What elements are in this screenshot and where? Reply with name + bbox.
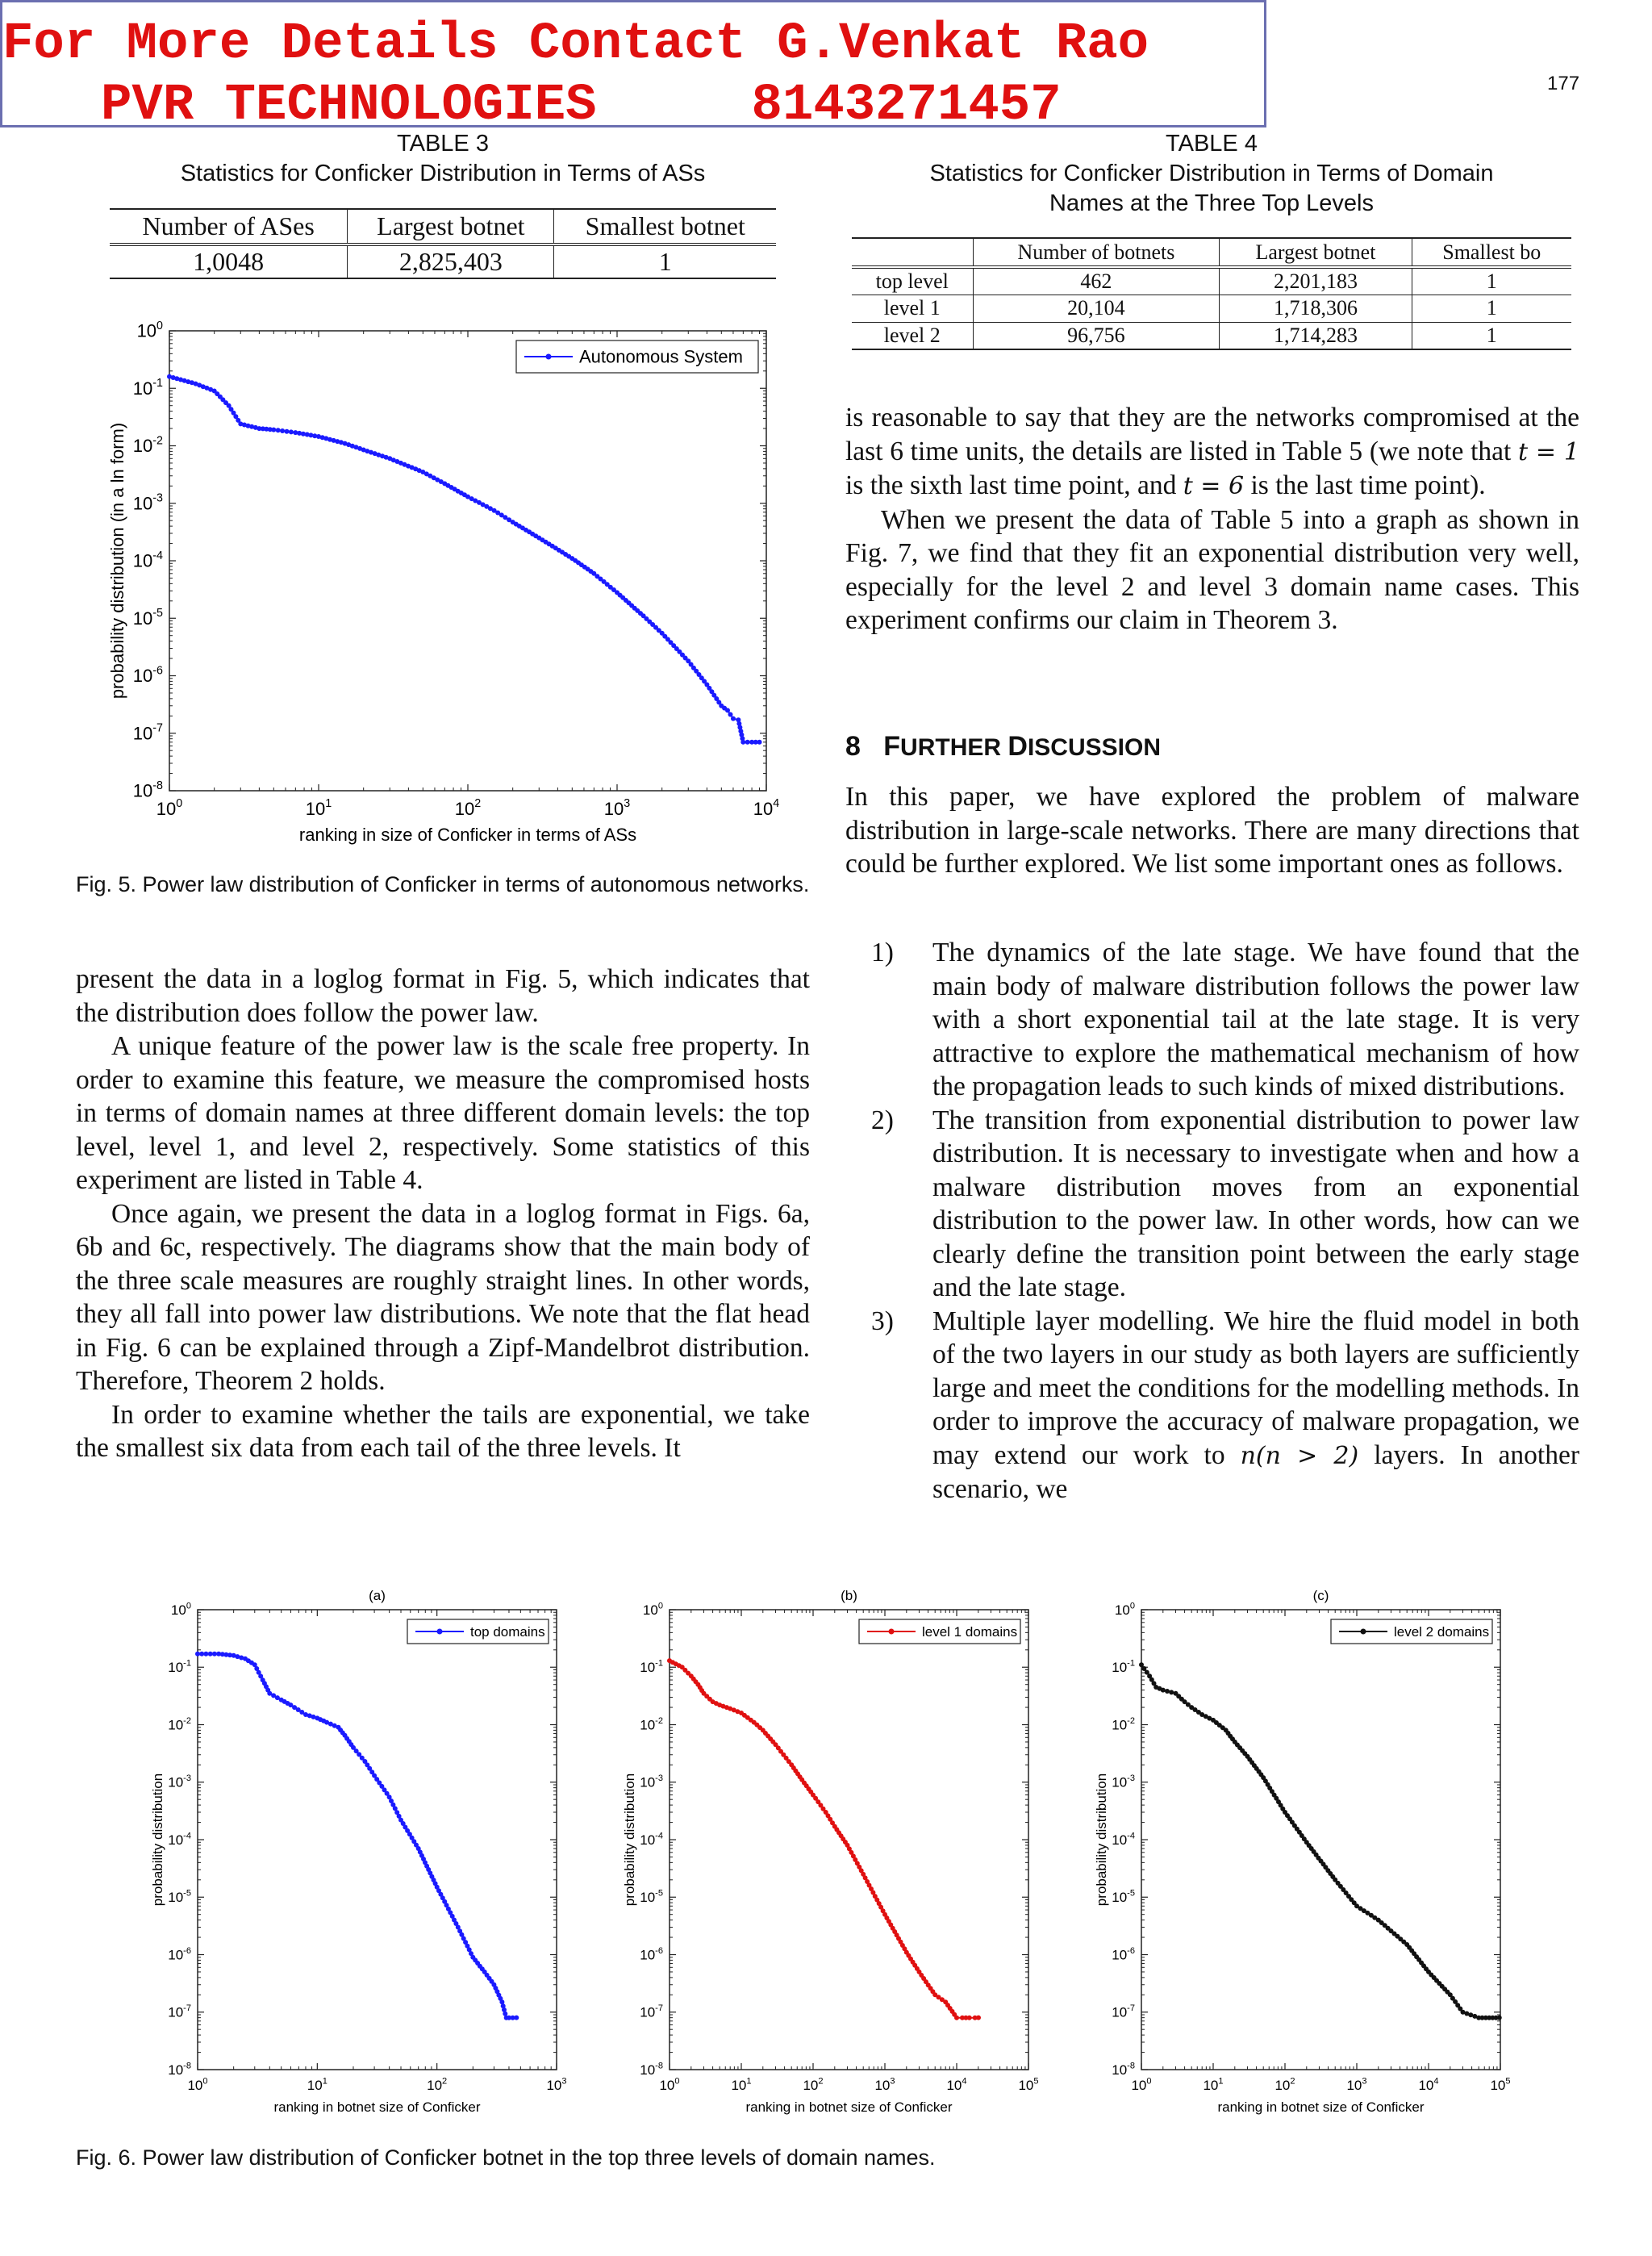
x-tick-label: $10^3$: [874, 2076, 895, 2093]
data-point: [514, 2016, 519, 2020]
table3: [110, 208, 776, 279]
table4-header: [852, 238, 973, 267]
x-axis-label: ranking in botnet size of Conficker: [273, 2099, 481, 2115]
x-tick-label: $10^5$: [1018, 2076, 1039, 2093]
y-tick-label: $10^{-3}$: [132, 491, 163, 514]
chart-title: (b): [841, 1588, 857, 1603]
x-axis-label: ranking in botnet size of Conficker: [745, 2099, 953, 2115]
legend-label: level 2 domains: [1394, 1623, 1490, 1640]
tick-exponent: -7: [655, 2003, 663, 2014]
data-point: [271, 428, 276, 432]
banner-line-2: PVR TECHNOLOGIES 8143271457: [101, 77, 1062, 135]
x-tick-label: $10^2$: [1274, 2076, 1295, 2093]
tick-exponent: 2: [474, 797, 482, 811]
data-point: [728, 712, 733, 717]
tick-exponent: -4: [183, 1831, 191, 1841]
y-tick-label: $10^{-1}$: [1112, 1658, 1135, 1676]
table-cell: 2,201,183: [1220, 267, 1412, 295]
table-cell: 1: [1412, 322, 1571, 349]
tick-exponent: 1: [1218, 2076, 1224, 2087]
fig5-chart: [105, 307, 799, 863]
y-axis-label: probability distribution: [149, 1773, 165, 1907]
table4-label: TABLE 4: [1166, 131, 1258, 157]
y-axis-label: probability distribution: [1093, 1773, 1109, 1907]
table4-title-line1: Statistics for Conficker Distribution in Terms of Domain: [929, 161, 1494, 186]
x-tick-label: $10^0$: [659, 2076, 680, 2093]
tick-exponent: -6: [152, 664, 163, 678]
x-axis-label: ranking in botnet size of Conficker: [1217, 2099, 1425, 2115]
tick-exponent: 3: [624, 797, 631, 811]
tick-exponent: 1: [325, 797, 332, 811]
y-tick-label: $10^0$: [170, 1601, 191, 1618]
tick-exponent: -7: [1127, 2003, 1135, 2014]
list-number: 1): [871, 938, 894, 967]
data-point: [289, 429, 294, 434]
paragraph: Once again, we present the data in a loglog format in Figs. 6a, 6b and 6c, respectively. The diagrams show that the main body of the three scale measures are roughly straight lines. In other words, they all fall into power law distributions. We note that the flat head in Fig. 6 can be explained through a Zipf-Mandelbrot distribution. Therefore, Theorem 2 holds.: [76, 1198, 810, 1396]
tick-exponent: -7: [152, 721, 163, 735]
tick-exponent: -1: [152, 377, 163, 391]
data-point: [280, 428, 285, 433]
y-tick-label: $10^{-3}$: [1112, 1773, 1135, 1790]
x-tick-label: $10^3$: [1346, 2076, 1367, 2093]
paragraph: [845, 401, 1579, 503]
y-tick-label: $10^{-6}$: [640, 1945, 663, 1963]
table4-title-line2: Names at the Three Top Levels: [1049, 190, 1374, 216]
tick-exponent: 0: [1146, 2076, 1152, 2087]
list-item: [845, 1104, 1579, 1305]
table-row: [852, 295, 1571, 322]
table4-header: Smallest bo: [1412, 238, 1571, 267]
x-tick-label: $10^0$: [156, 797, 183, 819]
legend-marker: [546, 354, 552, 360]
x-tick-label: $10^4$: [946, 2076, 967, 2093]
tick-exponent: -1: [1127, 1658, 1135, 1669]
table-cell: 2,825,403: [348, 244, 554, 278]
y-tick-label: $10^{-7}$: [132, 721, 163, 744]
x-tick-label: $10^1$: [307, 2076, 327, 2093]
data-point: [976, 2016, 981, 2020]
y-tick-label: $10^{-7}$: [168, 2003, 191, 2020]
tick-exponent: -6: [655, 1945, 663, 1956]
data-point: [208, 1652, 213, 1656]
table3-header-row: [110, 209, 776, 244]
y-tick-label: $10^{-7}$: [640, 2003, 663, 2020]
contact-banner: [0, 0, 1266, 135]
legend-marker: [1361, 1629, 1366, 1635]
y-tick-label: $10^{-5}$: [640, 1888, 663, 1906]
math-expression: t = 6: [1183, 472, 1245, 500]
legend-label: Autonomous System: [579, 346, 743, 367]
tick-exponent: -3: [655, 1773, 663, 1784]
tick-exponent: -3: [1127, 1773, 1135, 1784]
text-span: is reasonable to say that they are the networks compromised at the last 6 time units, the details are listed in Table 5 (we note that: [845, 403, 1579, 466]
y-tick-label: $10^{-8}$: [640, 2061, 663, 2078]
table-cell: 1: [554, 244, 776, 278]
banner-line-1: For More Details Contact G.Venkat Rao: [2, 15, 1149, 73]
table-cell: 1,718,306: [1220, 295, 1412, 322]
y-tick-label: $10^{-2}$: [168, 1715, 191, 1733]
legend-marker: [889, 1629, 895, 1635]
tick-exponent: -4: [1127, 1831, 1135, 1841]
data-point: [212, 1652, 217, 1656]
tick-exponent: 4: [962, 2076, 967, 2087]
tick-exponent: -8: [183, 2061, 191, 2071]
table-cell: 1,714,283: [1220, 322, 1412, 349]
y-tick-label: $10^{-8}$: [1112, 2061, 1135, 2078]
tick-exponent: -2: [1127, 1715, 1135, 1726]
y-tick-label: $10^0$: [136, 319, 163, 341]
y-tick-label: $10^{-4}$: [640, 1831, 663, 1848]
tick-exponent: 0: [1129, 1601, 1135, 1611]
table-cell: level 1: [852, 295, 973, 322]
table3-header: Smallest botnet: [554, 209, 776, 244]
table-cell: 462: [973, 267, 1220, 295]
table4-header-row: [852, 238, 1571, 267]
paragraph: present the data in a loglog format in Fig. 5, which indicates that the distribution does follow the power law.: [76, 964, 810, 1028]
table-cell: 96,756: [973, 322, 1220, 349]
section-title-part: URTHER: [900, 734, 1008, 761]
x-tick-label: $10^1$: [731, 2076, 752, 2093]
plot-frame: [1141, 1610, 1500, 2070]
tick-exponent: 0: [186, 1601, 191, 1611]
chart-title: (c): [1312, 1588, 1329, 1603]
tick-exponent: 1: [322, 2076, 327, 2087]
data-point: [276, 428, 281, 432]
data-point: [195, 1652, 200, 1656]
y-tick-label: $10^{-5}$: [1112, 1888, 1135, 1906]
legend-marker: [437, 1629, 443, 1635]
tick-exponent: -5: [183, 1888, 191, 1899]
data-point: [1161, 1688, 1166, 1693]
list-number: 3): [871, 1306, 894, 1336]
list-item: [845, 1305, 1579, 1506]
paragraph: A unique feature of the power law is the scale free property. In order to examine this feature, we measure the compromised hosts in terms of domain names at three different domain levels: the top level, level 1, and level 2, respectively. Some statistics of this experiment are listed in Table 4.: [76, 1031, 810, 1195]
table-row: [852, 267, 1571, 295]
section-heading: [845, 731, 1161, 762]
data-point: [285, 429, 290, 434]
math-expression: t = 1: [1518, 437, 1579, 466]
x-tick-label: $10^2$: [427, 2076, 448, 2093]
tick-exponent: -5: [1127, 1888, 1135, 1899]
y-tick-label: $10^{-1}$: [132, 377, 163, 399]
left-column-text: [76, 963, 810, 1465]
discussion-list: [845, 936, 1579, 1506]
data-point: [725, 708, 730, 712]
x-tick-label: $10^2$: [803, 2076, 824, 2093]
data-point: [740, 740, 745, 745]
y-tick-label: $10^{-3}$: [168, 1773, 191, 1790]
y-tick-label: $10^{-2}$: [1112, 1715, 1135, 1733]
table3-label: TABLE 3: [397, 131, 489, 157]
x-tick-label: $10^1$: [305, 797, 332, 819]
tick-exponent: 0: [156, 319, 163, 332]
y-tick-label: $10^{-5}$: [168, 1888, 191, 1906]
tick-exponent: -4: [152, 549, 163, 562]
tick-exponent: -5: [655, 1888, 663, 1899]
y-tick-label: $10^{-4}$: [1112, 1831, 1135, 1848]
tick-exponent: 5: [1033, 2076, 1039, 2087]
table-cell: 1: [1412, 267, 1571, 295]
x-tick-label: $10^4$: [1418, 2076, 1439, 2093]
paragraph: In order to examine whether the tails are exponential, we take the smallest six data from each tail of the three levels. It: [76, 1399, 810, 1463]
y-axis-label: probability distribution: [621, 1773, 637, 1907]
table4-header: Largest botnet: [1220, 238, 1412, 267]
table4-header: Number of botnets: [973, 238, 1220, 267]
x-tick-label: $10^0$: [187, 2076, 208, 2093]
table-cell: top level: [852, 267, 973, 295]
x-tick-label: $10^2$: [454, 797, 482, 819]
fig6c-chart: [1085, 1585, 1521, 2134]
table3-title: Statistics for Conficker Distribution in Terms of ASs: [180, 161, 706, 186]
tick-exponent: -3: [183, 1773, 191, 1784]
text-span: layers. In another scenario, we: [932, 1439, 1579, 1504]
page-number: 177: [1547, 73, 1580, 94]
list-text: The transition from exponential distribution to power law distribution. It is necessary to investigate when and how a malware distribution moves from an exponential distribution to the power law. In other words, how can we clearly define the transition point between the early stage and the late stage.: [932, 1105, 1579, 1302]
x-tick-label: $10^3$: [603, 797, 631, 819]
tick-exponent: 0: [176, 797, 183, 811]
list-number: 2): [871, 1105, 894, 1135]
table4: [852, 237, 1571, 350]
y-tick-label: $10^{-6}$: [1112, 1945, 1135, 1963]
data-point: [954, 2016, 959, 2020]
list-text: The dynamics of the late stage. We have found that the main body of malware distribution follows the power law with a short exponential tail at the late stage. It is very attractive to explore the mathematical mechanism of how the propagation leads to such kinds of mixed distributions.: [932, 938, 1579, 1101]
tick-exponent: 2: [818, 2076, 824, 2087]
data-point: [1165, 1689, 1170, 1694]
tick-exponent: 3: [1362, 2076, 1367, 2087]
x-tick-label: $10^0$: [1131, 2076, 1152, 2093]
tick-exponent: 2: [442, 2076, 448, 2087]
data-point: [199, 1652, 204, 1656]
x-tick-label: $10^1$: [1203, 2076, 1224, 2093]
x-tick-label: $10^5$: [1490, 2076, 1511, 2093]
y-tick-label: $10^{-6}$: [168, 1945, 191, 1963]
section-title-part: D: [1007, 731, 1028, 762]
tick-exponent: 0: [657, 1601, 663, 1611]
tick-exponent: -6: [183, 1945, 191, 1956]
tick-exponent: -1: [655, 1658, 663, 1669]
list-text: [932, 1305, 1579, 1506]
legend-label: top domains: [470, 1623, 545, 1640]
tick-exponent: -3: [152, 491, 163, 505]
tick-exponent: -8: [1127, 2061, 1135, 2071]
tick-exponent: -1: [183, 1658, 191, 1669]
data-point: [1497, 2016, 1502, 2020]
text-span: Multiple layer modelling. We hire the fluid model in both of the two layers in our study as both layers are sufficiently large and meet the conditions for the modelling methods. In order to improve the accuracy of malware propagation, we may extend our work to: [932, 1306, 1579, 1470]
y-tick-label: $10^{-2}$: [640, 1715, 663, 1733]
text-span: is the sixth last time point, and: [845, 470, 1183, 500]
tick-exponent: -4: [655, 1831, 663, 1841]
table-row: [110, 244, 776, 278]
tick-exponent: 0: [674, 2076, 680, 2087]
tick-exponent: -6: [1127, 1945, 1135, 1956]
table-cell: 1,0048: [110, 244, 348, 278]
y-tick-label: $10^{-6}$: [132, 664, 163, 687]
tick-exponent: -8: [152, 779, 163, 792]
tick-exponent: -2: [183, 1715, 191, 1726]
plot-frame: [670, 1610, 1028, 2070]
table-cell: 20,104: [973, 295, 1220, 322]
tick-exponent: 5: [1505, 2076, 1511, 2087]
fig6a-chart: [141, 1585, 577, 2134]
y-tick-label: $10^{-1}$: [168, 1658, 191, 1676]
table3-header: Number of ASes: [110, 209, 348, 244]
tick-exponent: 3: [890, 2076, 895, 2087]
data-point: [1169, 1690, 1174, 1694]
fig5-caption: Fig. 5. Power law distribution of Conficker in terms of autonomous networks.: [76, 872, 810, 896]
tick-exponent: -8: [655, 2061, 663, 2071]
y-tick-label: $10^0$: [1114, 1601, 1135, 1618]
section-title-part: ISCUSSION: [1027, 734, 1161, 761]
data-point: [203, 1652, 208, 1656]
tick-exponent: -2: [655, 1715, 663, 1726]
y-tick-label: $10^0$: [642, 1601, 663, 1618]
paragraph: In this paper, we have explored the problem of malware distribution in large-scale networks. There are many directions that could be further explored. We list some important ones as follows.: [845, 782, 1579, 879]
tick-exponent: -2: [152, 434, 163, 448]
x-tick-label: $10^4$: [753, 797, 780, 819]
y-tick-label: $10^{-7}$: [1112, 2003, 1135, 2020]
chart-title: (a): [369, 1588, 386, 1603]
x-tick-label: $10^3$: [546, 2076, 567, 2093]
section-title-part: F: [883, 731, 901, 762]
y-tick-label: $10^{-8}$: [132, 779, 163, 801]
y-tick-label: $10^{-8}$: [168, 2061, 191, 2078]
y-tick-label: $10^{-4}$: [132, 549, 163, 571]
tick-exponent: -5: [152, 607, 163, 620]
table-row: [852, 322, 1571, 349]
x-axis-label: ranking in size of Conficker in terms of ASs: [298, 825, 637, 845]
fig6-caption: Fig. 6. Power law distribution of Conficker botnet in the top three levels of domain names.: [76, 2145, 936, 2170]
text-span: is the last time point).: [1244, 470, 1486, 500]
data-point: [745, 740, 750, 745]
tick-exponent: 0: [202, 2076, 208, 2087]
section-number: 8: [845, 731, 861, 762]
list-item: [845, 936, 1579, 1104]
y-tick-label: $10^{-4}$: [168, 1831, 191, 1848]
fig6b-chart: [613, 1585, 1049, 2134]
table3-header: Largest botnet: [348, 209, 554, 244]
y-tick-label: $10^{-1}$: [640, 1658, 663, 1676]
table-cell: level 2: [852, 322, 973, 349]
table-cell: 1: [1412, 295, 1571, 322]
right-column-text-intro: [845, 780, 1579, 881]
tick-exponent: -7: [183, 2003, 191, 2014]
plot-frame: [169, 331, 766, 791]
tick-exponent: 2: [1290, 2076, 1295, 2087]
data-point: [967, 2016, 972, 2020]
math-expression: n(n > 2): [1240, 1441, 1359, 1470]
y-tick-label: $10^{-2}$: [132, 434, 163, 457]
data-point: [757, 740, 762, 745]
legend-label: level 1 domains: [922, 1623, 1018, 1640]
data-point: [731, 716, 736, 721]
y-tick-label: $10^{-5}$: [132, 607, 163, 629]
y-axis-label: probability distribution (in a ln form): [106, 422, 127, 700]
tick-exponent: 4: [1433, 2076, 1439, 2087]
paragraph: When we present the data of Table 5 into a graph as shown in Fig. 7, we find that they fit an exponential distribution very well, especially for the level 2 and level 3 domain name cases. This experiment confirms our claim in Theorem 3.: [845, 504, 1579, 635]
y-tick-label: $10^{-3}$: [640, 1773, 663, 1790]
tick-exponent: 1: [746, 2076, 752, 2087]
right-column-text-top: [845, 401, 1579, 637]
tick-exponent: 4: [773, 797, 780, 811]
tick-exponent: 3: [561, 2076, 567, 2087]
